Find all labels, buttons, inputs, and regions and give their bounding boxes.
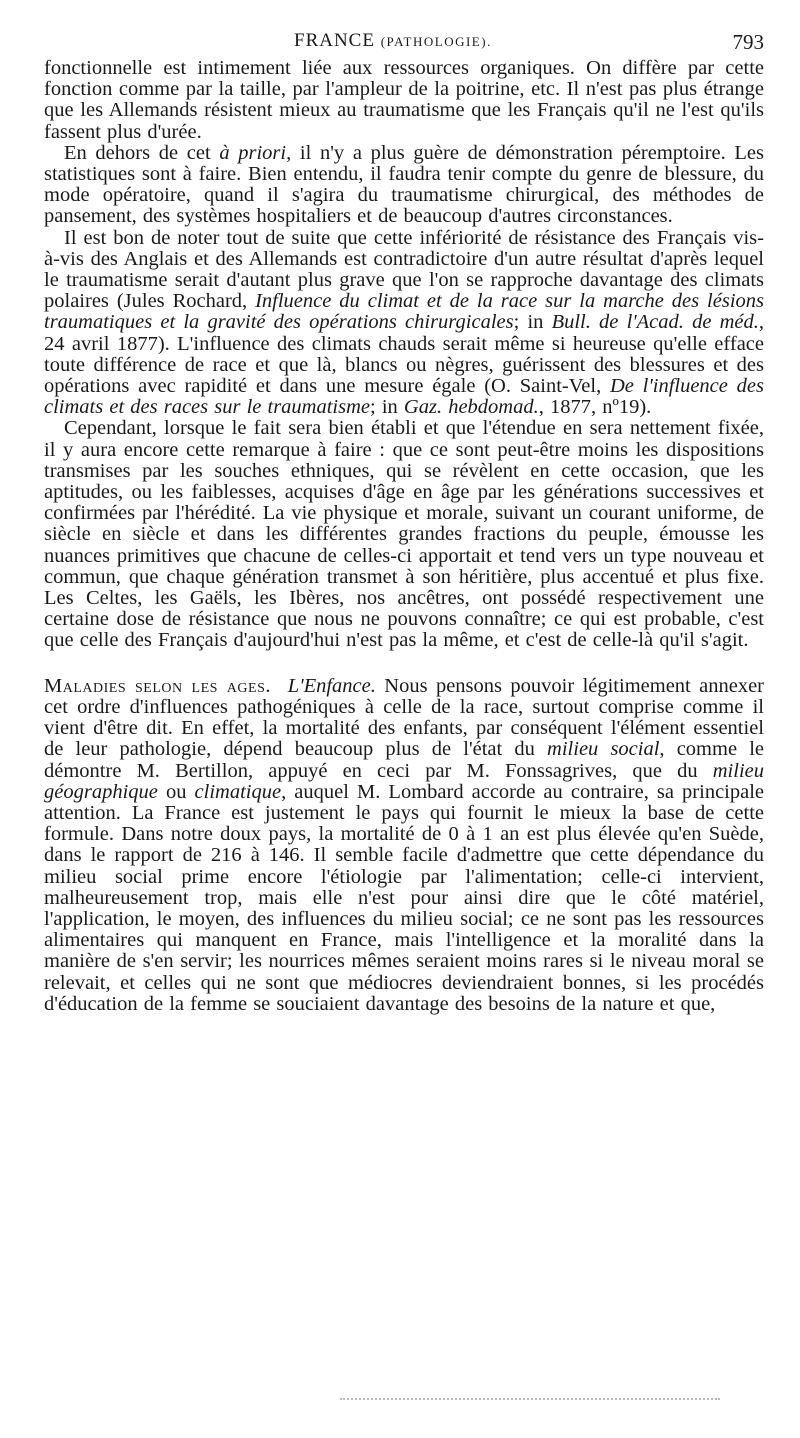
paragraph-heredity: Cependant, lorsque le fait sera bien établi et que l'étendue en sera nettement fixée, il y aura encore cette remarque à faire : que ce sont peut-être moins les dispositions transmises par les souches ethniques, qui se révèlent en cette occasion, que les aptitudes, ou les faiblesses, acquises d'âge en âge par les générations successives et confirmées par l'hérédité. La vie physique et morale, suivant un courant uniforme, de siècle en siècle et dans les différentes grandes fractions du peuple, émousse les nuances primitives que chacune de celles-ci apportait et tend vers un type nouveau et commun, que chaque génération transmet à son héritière, plus accentué et plus fixe. Les Celtes, les Gaëls, les Ibères, nos ancêtres, ont possédé respectivement une certaine dose de résistance que nous ne pouvons connaître; ce qui est probable, c'est que celle des Français d'aujourd'hui n'est pas la même, et c'est de celle-là qu'il s'agit. <box>44 417 764 652</box>
page-number: 793 <box>732 30 764 54</box>
paragraph-maladies-ages: Maladies selon les ages. L'Enfance. Nous pensons pouvoir légitimement annexer cet ordre d'influences pathogéniques à celle de la race, surtout comprise comme il vient d'être dit. En effet, la mortalité des enfants, par conséquent l'élément essentiel de leur pathologie, dépend beaucoup plus de l'état du milieu social, comme le démontre M. Bertillon, appuyé en ceci par M. Fonssagrives, que du milieu géographique ou climatique, auquel M. Lombard accorde au contraire, sa principale attention. La France est justement le pays qui fournit le mieux la base de cette formule. Dans notre doux pays, la mortalité de 0 à 1 an est plus élevée qu'en Suède, dans le rapport de 216 à 146. Il semble facile d'admettre que cette dépendance du milieu social prime encore l'étiologie par l'alimentation; celle-ci intervient, malheureusement trop, mais elle n'est pour ainsi dire que le côté matériel, l'application, le moyen, des influences du milieu social; ce ne sont pas les ressources alimentaires qui manquent en France, mais l'intelligence et la moralité dans la manière de s'en servir; les nourrices mêmes seraient moins rares si le niveau moral se relevait, et celles qui ne sont que médiocres deviendraient bonnes, si les procédés d'éducation de la femme se souciaient davantage des besoins de la nature et que, <box>44 674 765 1015</box>
section-heading: Maladies selon les ages. <box>44 674 271 697</box>
running-title: FRANCE (PATHOLOGIE). <box>294 30 492 51</box>
running-section: (PATHOLOGIE). <box>380 34 492 49</box>
paragraph-climates: Il est bon de noter tout de suite que cette infériorité de résistance des Français vis-à-vis des Anglais et des Allemands est contradictoire d'un autre résultat d'après lequel le traumatisme serait d'autant plus grave que l'on se rapproche davantage des climats polaires (Jules Rochard, Influence du climat et de la race sur la marche des lésions traumatiques et la gravité des opérations chirurgicales; in Bull. de l'Acad. de méd., 24 avril 1877). L'influence des climats chauds serait même si heureuse qu'elle efface toute différence de race et que là, blancs ou nègres, guérissent des blessures et des opérations avec rapidité et dans une mesure égale (O. Saint-Vel, De l'influence des climats et des races sur le traumatisme; in Gaz. hebdomad., 1877, nº19). <box>44 226 764 419</box>
paragraph-continuation: fonctionnelle est intimement liée aux ressources organiques. On diffère par cette fonction comme par la taille, par l'ampleur de la poitrine, etc. Il n'est pas plus étrange que les Allemands résistent mieux au traumatisme que les Français qu'il ne l'est qu'ils fassent plus d'urée. <box>44 57 764 143</box>
section-subheading: L'Enfance. <box>287 674 376 697</box>
paragraph-a-priori: En dehors de cet à priori, il n'y a plus guère de démonstration péremptoire. Les statistiques sont à faire. Bien entendu, il faudra tenir compte du genre de blessure, du mode opératoire, quand il s'agira du traumatisme chirurgical, des méthodes de pansement, des systèmes hospitaliers et de beaucoup d'autres circonstances. <box>44 141 764 228</box>
bleed-through-marks <box>340 1398 720 1402</box>
running-header <box>44 28 764 58</box>
